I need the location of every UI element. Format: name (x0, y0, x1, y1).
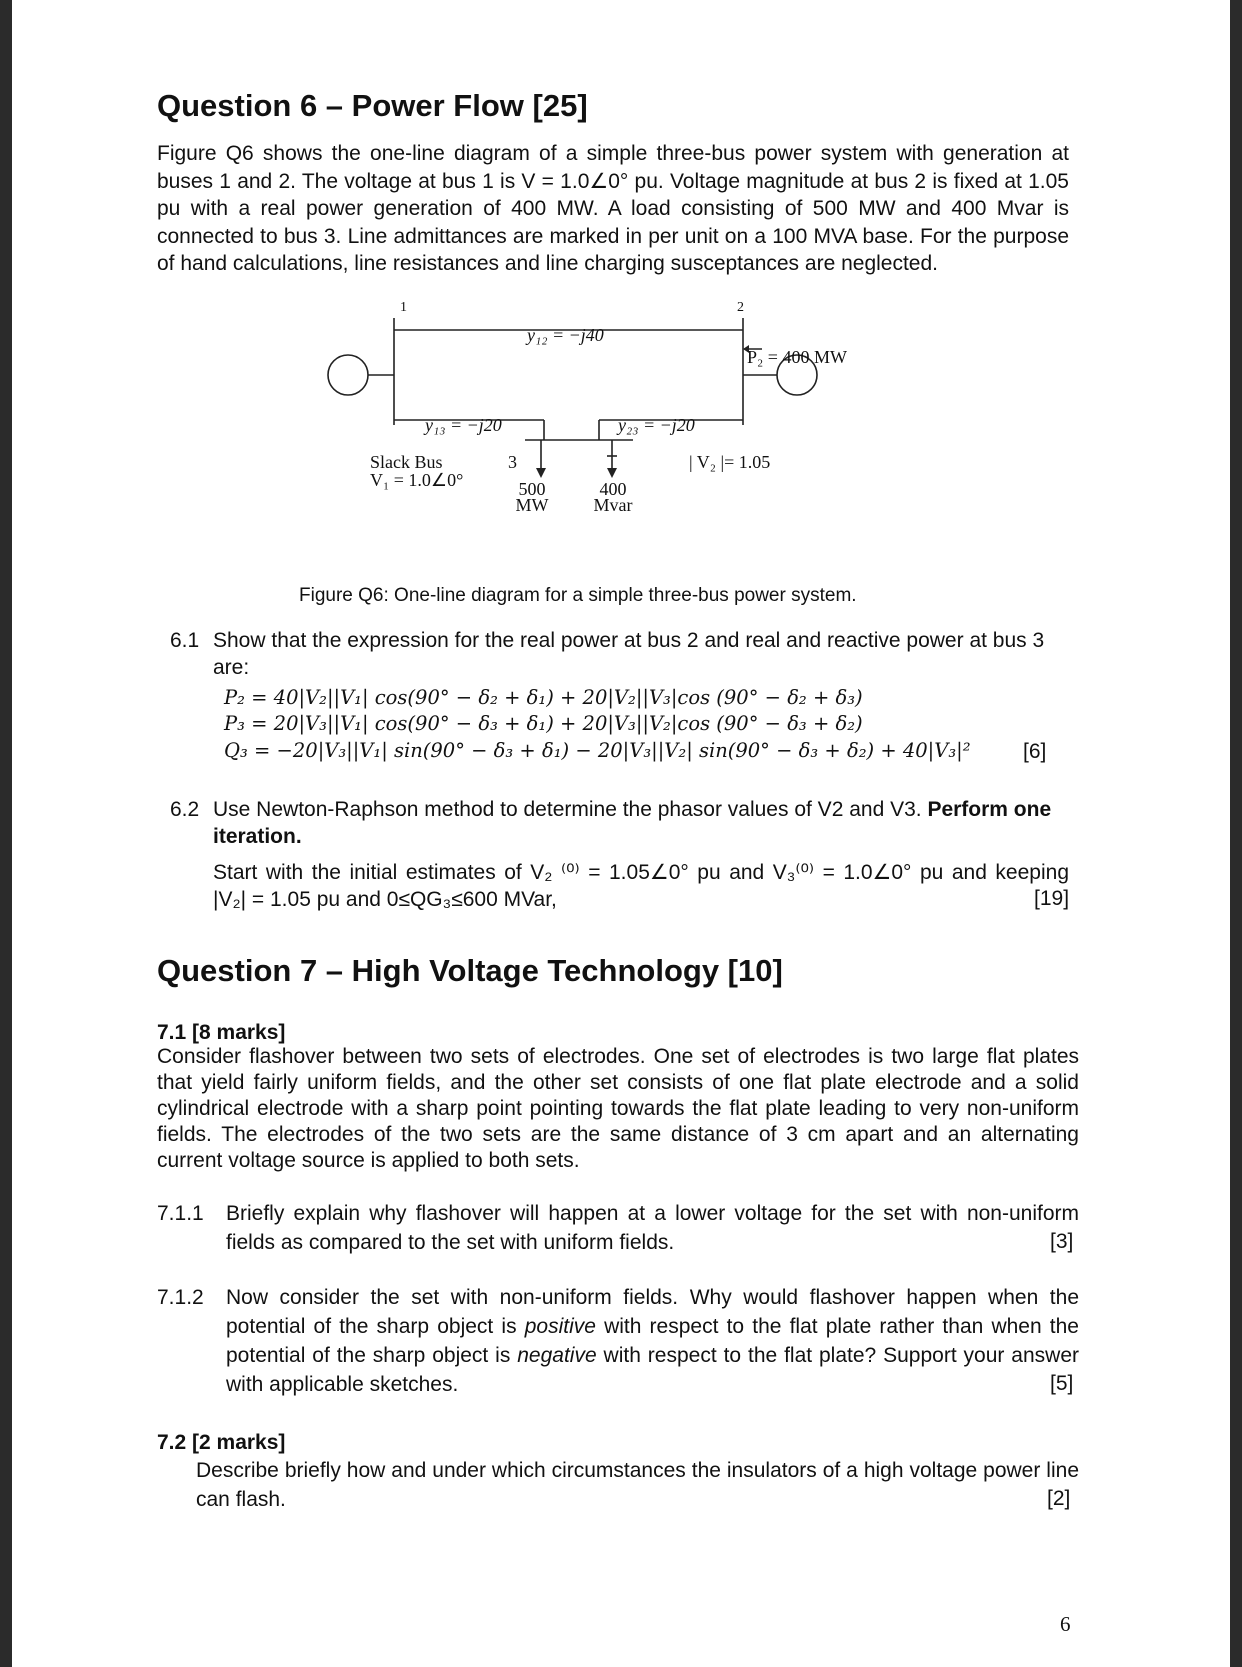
equation-p2: P₂ = 40|V₂||V₁| cos(90° − δ₂ + δ₁) + 20|V₂||V₃|cos (90° − δ₂ + δ₃) (224, 686, 863, 709)
s712-marks: [5] (1050, 1372, 1074, 1395)
s71-heading: 7.1 [8 marks] (157, 1021, 286, 1044)
y13-label: y₁₃ = −j20 (425, 415, 502, 435)
one-line-diagram (12, 0, 1230, 540)
s712-line2 (226, 1313, 1079, 1340)
s61-marks: [6] (1023, 740, 1047, 763)
s72-line1 (196, 1457, 1079, 1484)
s62-number: 6.2 (170, 798, 200, 821)
s712-line2-b: with respect to the flat plate rather than when the (595, 1315, 1079, 1338)
slack-bus-label: Slack Bus (370, 452, 443, 472)
q6-intro: Figure Q6 shows the one-line diagram of a simple three-bus power system with generation at buses 1 and 2. The voltage at bus 1 is V = 1.0∠0° pu. Voltage magnitude at bus 2 is fixed at 1.05 pu with a real power generation of 400 MW. A load consisting of 500 MW and 400 Mvar is connected to bus 3. Line admittances are marked in per unit on a 100 MVA base. For the purpose of hand calculations, line resistances and line charging susceptances are neglected. (157, 142, 1069, 275)
s72-marks: [2] (1047, 1487, 1071, 1510)
equation-q3: Q₃ = −20|V₃||V₁| sin(90° − δ₃ + δ₁) − 20|V₃||V₂| sin(90° − δ₃ + δ₂) + 40|V₃|² (224, 739, 971, 762)
load-mw-value: 500 (518, 479, 546, 499)
q7-title: Question 7 – High Voltage Technology [10] (157, 953, 783, 988)
load-mvar-label (589, 481, 637, 513)
s62-v3-subscript: 3 (904, 798, 916, 821)
s71-body: Consider flashover between two sets of electrodes. One set of electrodes is two large flat plates that yield fairly uniform fields, and the other set consists of one flat plate electrode and a solid cylindrical electrode with a sharp point pointing towards the flat plate leading to very non-uniform fields. The electrodes of the two sets are the same distance of 3 cm apart and an alternating current voltage source is applied to both sets. (157, 1045, 1079, 1172)
load-mw-unit: MW (515, 495, 549, 515)
s62-line1-bold: Perform one (927, 798, 1052, 821)
s712-line1-text: Now consider the set with non-uniform fields. Why would flashover happen when the (226, 1286, 1079, 1309)
s712-line3 (226, 1342, 1079, 1369)
s61-number: 6.1 (170, 629, 200, 652)
s712-positive: positive (524, 1315, 596, 1338)
s712-line2-a: potential of the sharp object is (226, 1315, 525, 1338)
s711-line2: fields as compared to the set with uniform fields. (226, 1231, 675, 1254)
load-mw-label (512, 481, 552, 513)
s62-line1-and: and V (843, 798, 905, 821)
bus2-label: 2 (737, 300, 744, 315)
s62-v2-subscript: 2 (831, 798, 844, 821)
s712-line3-a: potential of the sharp object is (226, 1344, 518, 1367)
s62-marks: [19] (1034, 887, 1070, 910)
s711-line1 (226, 1200, 1079, 1227)
equation-p3: P₃ = 20|V₃||V₁| cos(90° − δ₃ + δ₁) + 20|V₃||V₂|cos (90° − δ₃ + δ₂) (224, 712, 863, 735)
s712-line4: with applicable sketches. (226, 1373, 459, 1396)
s62-line3 (213, 859, 1069, 886)
s711-number: 7.1.1 (157, 1202, 204, 1225)
s62-line1-text: Use Newton-Raphson method to determine the phasor values of V (213, 798, 832, 821)
generator-1-icon (328, 355, 368, 395)
y23-label: y₂₃ = −j20 (618, 415, 695, 435)
y12-label: y₁₂ = −j40 (527, 325, 604, 345)
load-mvar-value: 400 (599, 479, 627, 499)
s711-line1-text: Briefly explain why flashover will happen at a lower voltage for the set with non-uniform (226, 1202, 1079, 1225)
figure-caption: Figure Q6: One-line diagram for a simple three-bus power system. (299, 585, 857, 606)
v2-magnitude-label: | V₂ |= 1.05 (689, 452, 771, 472)
s62-line2-bold: iteration. (213, 825, 302, 848)
q6-title: Question 6 – Power Flow [25] (157, 88, 588, 123)
v1-label: V₁ = 1.0∠0° (370, 470, 464, 490)
s62-line1-period: . (915, 798, 928, 821)
document-page (12, 0, 1230, 1667)
s712-number: 7.1.2 (157, 1286, 204, 1309)
p2-label: P₂ = 400 MW (747, 347, 847, 367)
s711-marks: [3] (1050, 1230, 1074, 1253)
s72-line1-text: Describe briefly how and under which circumstances the insulators of a high voltage power line (196, 1459, 1079, 1482)
bus3-label: 3 (508, 452, 517, 472)
page-number: 6 (1060, 1612, 1071, 1636)
bus1-label: 1 (400, 300, 407, 315)
s61-line1: Show that the expression for the real power at bus 2 and real and reactive power at bus 3 (213, 629, 1045, 652)
s62-line1 (213, 796, 1051, 823)
s62-line3-text: Start with the initial estimates of V₂ ⁽⁰⁾ = 1.05∠0° pu and V₃⁽⁰⁾ = 1.0∠0° pu and keeping (213, 861, 1069, 884)
load-mvar-unit: Mvar (593, 495, 633, 515)
s72-heading: 7.2 [2 marks] (157, 1431, 286, 1454)
s62-line4: |V₂| = 1.05 pu and 0≤QG₃≤600 MVar, (213, 888, 557, 911)
s61-line2: are: (213, 656, 250, 679)
s72-line2: can flash. (196, 1488, 286, 1511)
s712-line3-b: with respect to the flat plate? Support your answer (596, 1344, 1080, 1367)
s712-line1 (226, 1284, 1079, 1311)
s712-negative: negative (517, 1344, 597, 1367)
